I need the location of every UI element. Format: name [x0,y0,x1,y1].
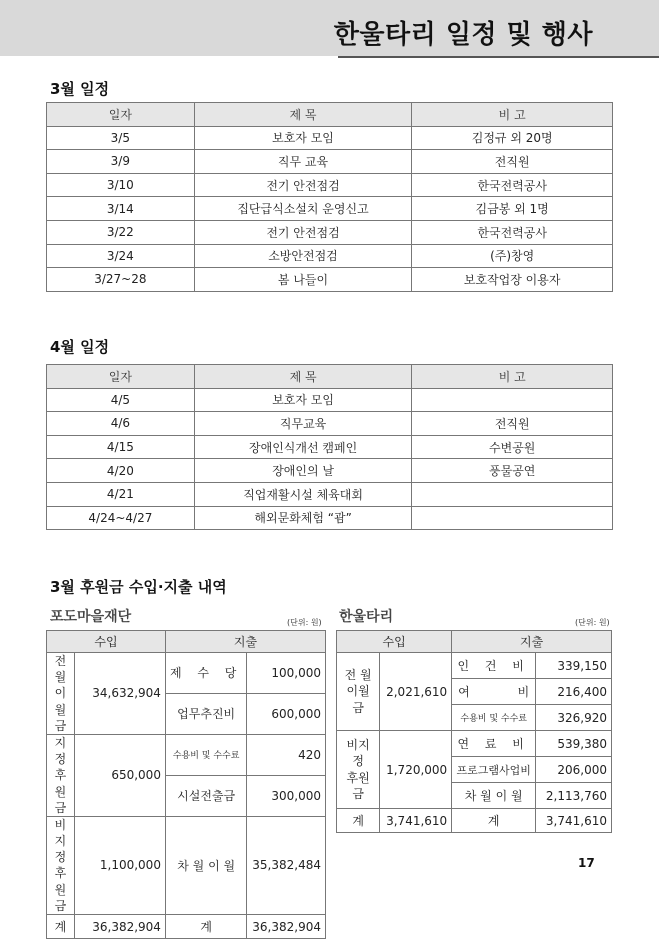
table-row [47,197,613,221]
table-row [47,150,613,174]
expense-item-cell: 제 수 당 [165,653,246,694]
table-row [47,653,326,694]
note-cell: 한국전력공사 [412,220,613,244]
income-label-cell: 전 월 이월금 [47,653,75,735]
column-header-title: 제 목 [194,365,412,389]
page-title: 한울타리 일정 및 행사 [333,20,593,50]
title-cell: 장애인식개선 캠페인 [194,435,412,459]
date-cell: 4/20 [47,459,195,483]
title-cell: 보호자 모임 [194,126,412,150]
title-cell: 직무교육 [194,412,412,436]
income-total-label: 계 [47,915,75,939]
expense-amount-cell: 35,382,484 [247,816,326,914]
date-cell: 3/27~28 [47,268,195,292]
date-cell: 3/9 [47,150,195,174]
right-unit-note: (단위: 원) [575,618,610,627]
table-row [47,412,613,436]
title-cell: 집단급식소설치 운영신고 [194,197,412,221]
date-cell: 3/5 [47,126,195,150]
expense-item-cell: 수용비 및 수수료 [452,705,536,731]
title-cell: 전기 안전점검 [194,220,412,244]
expense-total-amount: 3,741,610 [536,809,612,833]
expense-item-cell: 프로그램사업비 [452,757,536,783]
date-cell: 4/15 [47,435,195,459]
right-org-title: 한울타리 [339,609,394,625]
table-row [337,731,612,757]
left-org-title: 포도마을재단 [50,609,132,625]
date-cell: 3/10 [47,173,195,197]
note-cell: 한국전력공사 [412,173,613,197]
march-schedule-table [46,102,613,292]
note-cell: 김정규 외 20명 [412,126,613,150]
note-cell: 수변공원 [412,435,613,459]
table-row [47,126,613,150]
april-schedule-table [46,364,613,530]
income-total-amount: 3,741,610 [380,809,452,833]
expense-item-cell: 여 비 [452,679,536,705]
column-header-date: 일자 [47,365,195,389]
table-header-row [47,365,613,389]
expense-amount-cell: 100,000 [247,653,326,694]
table-row [47,816,326,914]
table-header-row [47,103,613,127]
column-header-title: 제 목 [194,103,412,127]
table-row [47,482,613,506]
expense-amount-cell: 420 [247,734,326,775]
expense-amount-cell: 2,113,760 [536,783,612,809]
title-cell: 장애인의 날 [194,459,412,483]
expense-total-label: 계 [165,915,246,939]
expense-item-cell: 업무추진비 [165,693,246,734]
expense-amount-cell: 300,000 [247,775,326,816]
income-amount-cell: 650,000 [74,734,165,816]
expense-header: 지출 [452,631,612,653]
left-unit-note: (단위: 원) [287,618,322,627]
table-header-row [47,631,326,653]
date-cell: 3/22 [47,220,195,244]
income-header: 수입 [47,631,166,653]
note-cell: 김금봉 외 1명 [412,197,613,221]
income-amount-cell: 1,720,000 [380,731,452,809]
header-underline [338,56,659,58]
page-number: 17 [578,856,595,870]
finance-section-title: 3월 후원금 수입·지출 내역 [50,578,227,596]
table-total-row [337,809,612,833]
income-amount-cell: 1,100,000 [74,816,165,914]
note-cell: 보호작업장 이용자 [412,268,613,292]
table-row [47,268,613,292]
expense-item-cell: 연 료 비 [452,731,536,757]
income-label-cell: 비지정 후원금 [47,816,75,914]
expense-amount-cell: 600,000 [247,693,326,734]
note-cell: 전직원 [412,412,613,436]
column-header-note: 비 고 [412,103,613,127]
date-cell: 3/14 [47,197,195,221]
note-cell [412,482,613,506]
table-row [47,244,613,268]
table-row [47,435,613,459]
expense-amount-cell: 539,380 [536,731,612,757]
note-cell [412,388,613,412]
income-total-label: 계 [337,809,380,833]
expense-item-cell: 인 건 비 [452,653,536,679]
date-cell: 4/6 [47,412,195,436]
income-label-cell: 지 정 후원금 [47,734,75,816]
table-row [47,173,613,197]
title-cell: 소방안전점검 [194,244,412,268]
expense-amount-cell: 339,150 [536,653,612,679]
title-cell: 보호자 모임 [194,388,412,412]
table-row [47,506,613,530]
right-finance-table [336,630,612,833]
note-cell [412,506,613,530]
note-cell: 전직원 [412,150,613,174]
expense-item-cell: 차 월 이 월 [452,783,536,809]
expense-header: 지출 [165,631,325,653]
title-cell: 직업재활시설 체육대회 [194,482,412,506]
expense-total-amount: 36,382,904 [247,915,326,939]
income-label-cell: 비지정 후원금 [337,731,380,809]
income-amount-cell: 34,632,904 [74,653,165,735]
table-row [47,459,613,483]
title-cell: 전기 안전점검 [194,173,412,197]
expense-item-cell: 시설전출금 [165,775,246,816]
table-row [47,734,326,775]
note-cell: 풍물공연 [412,459,613,483]
left-finance-table [46,630,326,939]
table-header-row [337,631,612,653]
column-header-note: 비 고 [412,365,613,389]
table-row [337,653,612,679]
expense-item-cell: 수용비 및 수수료 [165,734,246,775]
table-row [47,220,613,244]
note-cell: (주)창영 [412,244,613,268]
date-cell: 4/21 [47,482,195,506]
expense-amount-cell: 216,400 [536,679,612,705]
income-header: 수입 [337,631,452,653]
date-cell: 4/24~4/27 [47,506,195,530]
april-schedule-title: 4월 일정 [50,338,110,356]
date-cell: 3/24 [47,244,195,268]
income-amount-cell: 2,021,610 [380,653,452,731]
date-cell: 4/5 [47,388,195,412]
column-header-date: 일자 [47,103,195,127]
income-total-amount: 36,382,904 [74,915,165,939]
title-cell: 직무 교육 [194,150,412,174]
expense-item-cell: 차 월 이 월 [165,816,246,914]
table-total-row [47,915,326,939]
title-cell: 봄 나들이 [194,268,412,292]
march-schedule-title: 3월 일정 [50,80,110,98]
table-row [47,388,613,412]
expense-amount-cell: 326,920 [536,705,612,731]
expense-total-label: 계 [452,809,536,833]
income-label-cell: 전 월 이월금 [337,653,380,731]
title-cell: 해외문화체험 “괌” [194,506,412,530]
expense-amount-cell: 206,000 [536,757,612,783]
